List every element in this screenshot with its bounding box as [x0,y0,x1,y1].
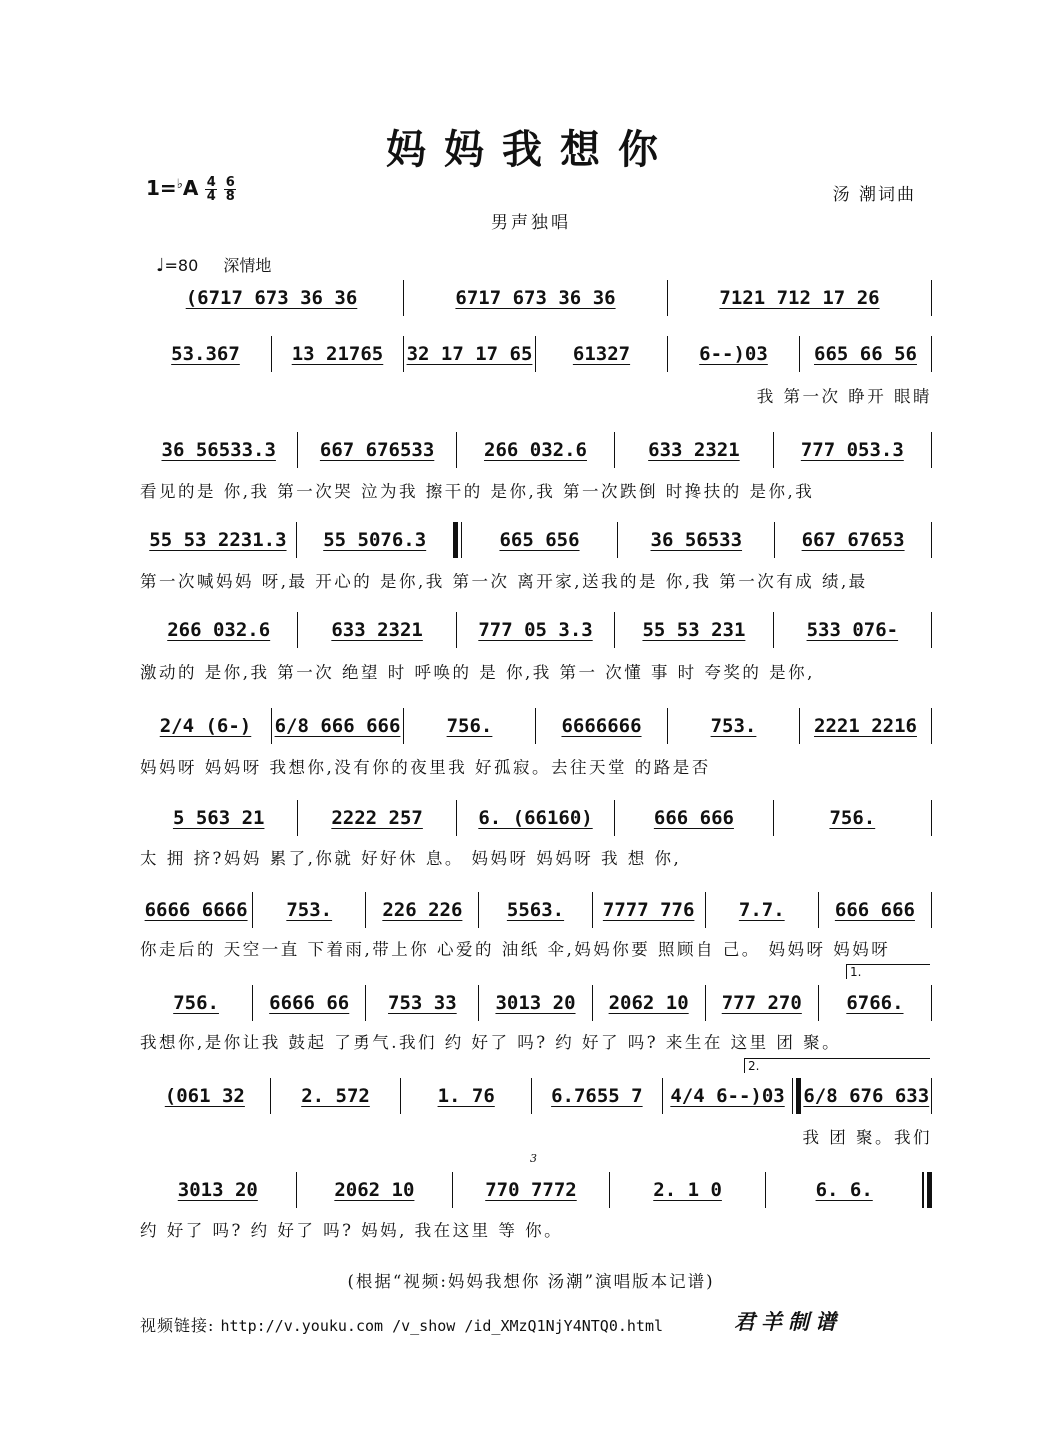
measure: 770 7772 [485,1179,577,1201]
barline [931,522,932,558]
lyric-line: 我 团 聚。我们 [802,1128,932,1147]
measure: 633 2321 [331,619,423,641]
measure: 6666666 [561,715,642,737]
lyric-line: 看见的是 你,我 第一次哭 泣为我 擦干的 是你,我 第一次跌倒 时搀扶的 是你,我 [140,482,815,501]
composer-credit: 汤 潮词曲 [832,185,916,205]
measure: 13 21765 [291,343,384,365]
measure: 665 66 56 [814,343,917,365]
measure: 61327 [572,343,631,365]
measure: 6. (66160) [478,807,593,829]
score-row [140,985,932,1021]
barline [931,892,932,928]
lyric-line: 我 第一次 睁开 眼睛 [756,387,932,406]
transcriber-signature: 君羊制谱 [734,1309,842,1334]
lyric-line: 我想你,是你让我 鼓起 了勇气.我们 约 好了 吗? 约 好了 吗? 来生在 这里 团 聚。 [140,1033,842,1052]
measure: 633 2321 [648,439,740,461]
measure: 756. [829,807,876,829]
barline [931,800,932,836]
barline [792,1078,801,1114]
flat-symbol: ♭ [176,177,183,192]
measure: 777 05 3.3 [478,619,593,641]
key-note: A [182,176,199,200]
time-sig-numerator: 6 [225,175,235,190]
triplet-mark: 3 [530,1152,537,1165]
measure: 2062 10 [334,1179,415,1201]
measure: 3013 20 [177,1179,258,1201]
time-sig-denominator: 4 [206,189,216,204]
time-sig-denominator: 8 [225,189,235,204]
measure: 2. 1 0 [653,1179,722,1201]
volta-first-ending: 1. [846,964,930,979]
measure: 266 032.6 [484,439,587,461]
key-signature [146,176,236,203]
measure: 36 56533 [650,529,743,551]
measure: 6.7655 7 [551,1085,643,1107]
measure: 2062 10 [608,992,689,1014]
video-link [140,1313,663,1336]
score-row [140,1172,932,1208]
measure: (6717 673 36 36 [185,287,358,309]
measure: 2/4 (6-) [159,715,252,737]
time-signature-4-4 [205,176,217,203]
measure: 55 53 2231.3 [149,529,287,551]
measure: 665 656 [499,529,580,551]
measure: 5 563 21 [172,807,265,829]
measure: 53.367 [171,343,240,365]
quarter-note-icon: ♩ [156,255,165,276]
score-row [140,612,932,648]
score-row [140,522,932,558]
time-sig-numerator: 4 [206,175,216,190]
measure: 55 53 231 [642,619,746,641]
measure: 36 56533.3 [161,439,276,461]
barline [931,985,932,1021]
time-signature-6-8 [224,176,236,203]
lyric-line: 约 好了 吗? 约 好了 吗? 妈妈, 我在这里 等 你。 [140,1221,564,1240]
measure: 666 666 [834,899,915,921]
measure: (061 32 [164,1085,245,1107]
measure: 7121 712 17 26 [719,287,880,309]
measure: 6--)03 [699,343,768,365]
measure: 753. [710,715,757,737]
transcription-note: (根据“视频:妈妈我想你 汤潮”演唱版本记谱) [347,1272,715,1291]
barline [931,708,932,744]
measure: 7777 776 [602,899,695,921]
measure: 1. 76 [437,1085,495,1107]
measure: 666 666 [653,807,734,829]
song-title: 妈妈我想你 [386,126,676,173]
lyric-line: 你走后的 天空一直 下着雨,带上你 心爱的 油纸 伞,妈妈你要 照顾自 己。 妈妈呀 妈妈呀 [140,940,891,959]
expression-mark: 深情地 [223,256,272,275]
tempo-marking [156,253,271,276]
tempo-value: =80 [164,256,199,275]
measure: 753 33 [388,992,457,1014]
measure: 2. 572 [301,1085,370,1107]
lyric-line: 妈妈呀 妈妈呀 我想你,没有你的夜里我 好孤寂。去往天堂 的路是否 [140,758,711,777]
score-row [140,800,932,836]
measure: 756. [446,715,493,737]
video-link-url[interactable]: http://v.youku.com /v_show /id_XMzQ1NjY4NTQ0.html [220,1317,664,1335]
video-link-label: 视频链接: [140,1316,215,1335]
measure: 753. [286,899,333,921]
lyric-line: 激动的 是你,我 第一次 绝望 时 呼唤的 是 你,我 第一 次懂 事 时 夸奖的 是你, [140,663,815,682]
measure: 756. [173,992,219,1014]
measure: 5563. [506,899,565,921]
measure: 7.7. [738,899,785,921]
measure: 6717 673 36 36 [455,287,616,309]
key-label: 1= [146,176,177,200]
measure: 4/4 6--)03 [670,1085,785,1107]
measure: 6/8 666 666 [274,715,401,737]
measure: 32 17 17 65 [406,343,533,365]
final-barline [922,1172,932,1208]
score-row [140,432,932,468]
measure: 6/8 676 633 [803,1085,930,1107]
measure: 6. 6. [815,1179,873,1201]
measure: 2221 2216 [814,715,917,737]
measure: 266 032.6 [167,619,271,641]
measure: 6666 6666 [144,899,248,921]
measure: 533 076- [806,619,899,641]
measure: 6666 66 [269,992,350,1014]
score-row [140,280,932,316]
barline [453,522,462,558]
score-row [140,336,932,372]
lyric-line: 第一次喊妈妈 呀,最 开心的 是你,我 第一次 离开家,送我的是 你,我 第一次有成 绩,最 [140,572,868,591]
barline [931,432,932,468]
score-row [140,708,932,744]
score-row [140,1078,932,1114]
measure: 3013 20 [495,992,576,1014]
measure: 55 5076.3 [323,529,427,551]
measure: 667 67653 [801,529,905,551]
voice-type: 男声独唱 [491,213,571,233]
measure: 2222 257 [331,807,423,829]
barline [931,280,932,316]
barline [931,612,932,648]
volta-second-ending: 2. [744,1058,930,1073]
lyric-line: 太 拥 挤?妈妈 累了,你就 好好休 息。 妈妈呀 妈妈呀 我 想 你, [140,849,682,868]
measure: 777 053.3 [800,439,904,461]
measure: 226 226 [382,899,463,921]
measure: 667 676533 [319,439,435,461]
measure: 6766. [846,992,904,1014]
score-row [140,892,932,928]
barline [931,336,932,372]
barline [931,1078,932,1114]
measure: 777 270 [721,992,802,1014]
